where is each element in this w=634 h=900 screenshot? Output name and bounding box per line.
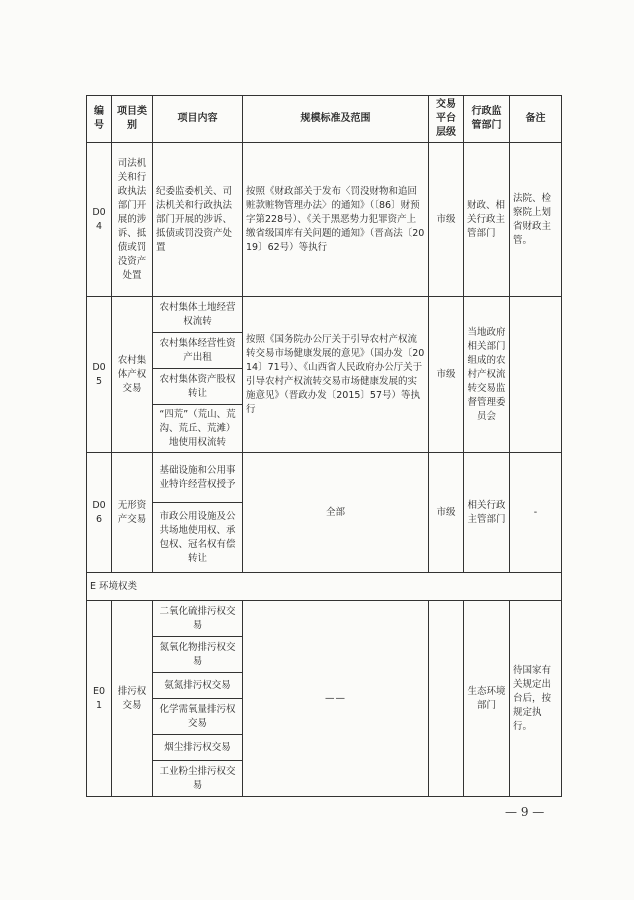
row-item: 氮氧化物排污权交易 [153, 637, 243, 673]
row-scope: 按照《国务院办公厅关于引导农村产权流转交易市场健康发展的意见》（国办发〔2014〕71号）、《山西省人民政府办公厅关于引导农村产权流转交易市场健康发展的实施意见》（晋政办发〔2015〕57号）等执行 [243, 297, 429, 453]
header-category: 项目类别 [112, 96, 153, 143]
row-item: 市政公用设施及公共场地使用权、承包权、冠名权有偿转让 [153, 503, 243, 573]
row-item: 氨氮排污权交易 [153, 673, 243, 699]
row-scope: 按照《财政部关于发布〈罚没财物和追回赃款赃物管理办法〉的通知》（〔86〕财预字第228号）、《关于黑恶势力犯罪资产上缴省级国库有关问题的通知》（晋高法〔2019〕62号）等执行 [243, 143, 429, 297]
table-row-d04 [87, 143, 562, 297]
row-note: 待国家有关规定出台后，按规定执行。 [510, 601, 562, 797]
header-level: 交易平台层级 [429, 96, 464, 143]
row-number: D04 [87, 143, 112, 297]
row-category: 无形资产交易 [112, 453, 153, 573]
row-dept: 财政、相关行政主管部门 [464, 143, 510, 297]
section-title: E 环境权类 [87, 573, 562, 601]
row-item: “四荒”（荒山、荒沟、荒丘、荒滩）地使用权流转 [153, 405, 243, 453]
row-note [510, 297, 562, 453]
row-content: 纪委监委机关、司法机关和行政执法部门开展的涉诉、抵债或罚没资产处置 [153, 143, 243, 297]
header-row [87, 96, 562, 143]
row-item: 农村集体经营性资产出租 [153, 333, 243, 369]
row-category: 排污权交易 [112, 601, 153, 797]
table-row-e01 [87, 601, 562, 637]
table-row-d05 [87, 297, 562, 333]
row-number: D05 [87, 297, 112, 453]
row-number: D06 [87, 453, 112, 573]
row-category: 农村集体产权交易 [112, 297, 153, 453]
row-level: 市级 [429, 143, 464, 297]
row-scope: 全部 [243, 453, 429, 573]
transaction-catalog-table [86, 95, 562, 797]
row-note: 法院、检察院上划省财政主管。 [510, 143, 562, 297]
header-scope: 规模标准及范围 [243, 96, 429, 143]
header-dept: 行政监管部门 [464, 96, 510, 143]
row-level: 市级 [429, 297, 464, 453]
row-item: 农村集体土地经营权流转 [153, 297, 243, 333]
row-scope: —— [243, 601, 429, 797]
page-number: — 9 — [505, 805, 545, 819]
section-row-e [87, 573, 562, 601]
row-note: - [510, 453, 562, 573]
row-level [429, 601, 464, 797]
row-dept: 生态环境部门 [464, 601, 510, 797]
row-number: E01 [87, 601, 112, 797]
header-content: 项目内容 [153, 96, 243, 143]
row-category: 司法机关和行政执法部门开展的涉诉、抵债或罚没资产处置 [112, 143, 153, 297]
row-item: 工业粉尘排污权交易 [153, 761, 243, 797]
row-dept: 当地政府相关部门组成的农村产权流转交易监督管理委员会 [464, 297, 510, 453]
header-note: 备注 [510, 96, 562, 143]
header-no: 编号 [87, 96, 112, 143]
row-item: 二氧化硫排污权交易 [153, 601, 243, 637]
row-item: 农村集体资产股权转让 [153, 369, 243, 405]
row-item: 化学需氧量排污权交易 [153, 699, 243, 735]
row-level: 市级 [429, 453, 464, 573]
row-item: 基础设施和公用事业特许经营权授予 [153, 453, 243, 503]
row-dept: 相关行政主管部门 [464, 453, 510, 573]
table-row-d06 [87, 453, 562, 503]
row-item: 烟尘排污权交易 [153, 735, 243, 761]
